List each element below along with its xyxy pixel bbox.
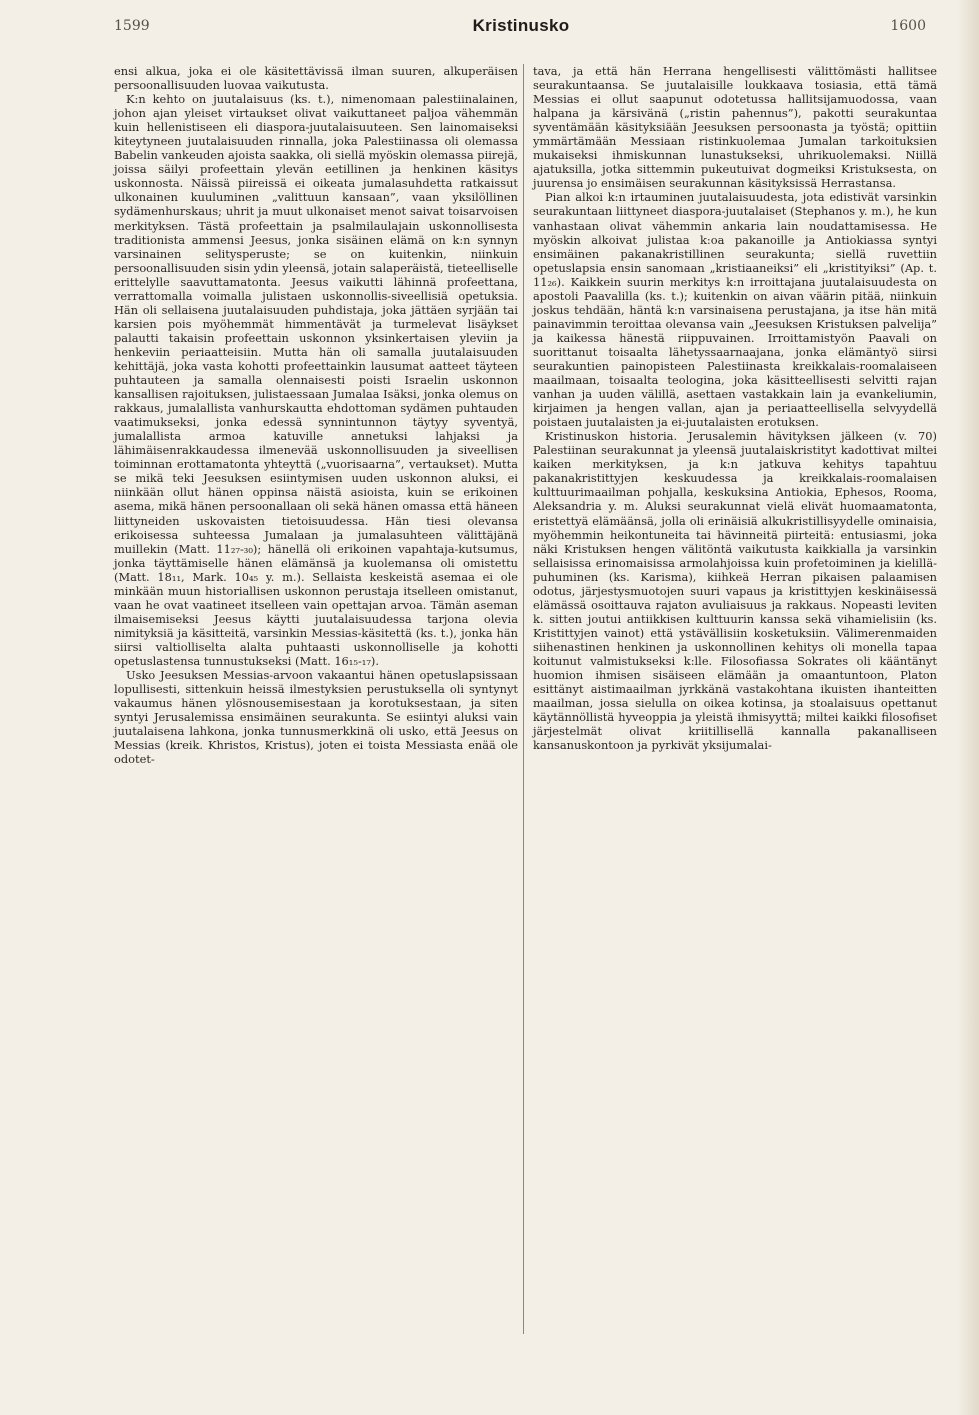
left-column [114, 64, 518, 766]
paragraph: Pian alkoi k:n irtauminen juutalaisuudesta, jota edistivät varsinkin seurakuntaan liittyneet diaspora-juutalaiset (Stephanos y. m.), he kun vanhastaan olivat vähemmin ankaria lain noudattamisessa. He myöskin alkoivat julistaa k:oa pakanoille ja Antiokiassa syntyi ensimäinen pakanakristillinen seurakunta; siellä ruvettiin opetuslapsia ensin sanomaan „kristiaaneiksi” eli „kristityiksi” (Ap. t. 11₂₆). Kaikkein suurin merkitys k:n irroittajana juutalaisuudesta on apostoli Paavalilla (ks. t.); kuitenkin on aivan väärin pitää, niinkuin joskus tehdään, häntä k:n varsinaisena perustajana, ja itse hän mitä painavimmin teroittaa olevansa vain „Jeesuksen Kristuksen palvelija” ja kaikessa hänestä riippuvainen. Irroittamistyön Paavali on suorittanut toisaalta lähetyssaarnaajana, jonka elämäntyö siirsi seurakuntien painopisteen Palestiinasta kreikkalais-roomalaiseen maailmaan, toisaalta teologina, joka käsitteellisesti selvitti rajan vanhan ja uuden välillä, asettaen vastakkain lain ja evankeliumin, kirjaimen ja hengen vallan, ajan ja periaatteellisella selvyydellä poistaen juutalaisten ja ei-juutalaisten erotuksen. [533, 190, 937, 430]
paragraph: ensi alkua, joka ei ole käsitettävissä ilman suuren, alkuperäisen persoonallisuuden luovaa vaikutusta. [114, 64, 518, 93]
page-number-right: 1600 [890, 18, 926, 34]
paragraph: tava, ja että hän Herrana hengellisesti välittömästi hallitsee seurakuntaansa. Se juutalaisille loukkaava tosiasia, että tämä Messias ei ollut saapunut odotetussa hallitsijamuodossa, vaan halpana ja kärsivänä („ristin pahennus”), pakotti seurakuntaa syventämään käsityksiään Jeesuksen persoonasta ja työstä; opittiin ymmärtämään Messiaan ristinkuolemaa Jumalan tarkoituksien mukaiseksi ihmiskunnan lunastukseksi, uhrikuolemaksi. Niillä ajatuksilla, jotka sittemmin pukeutuivat dogmeiksi Kristuksesta, on juurensa jo ensimäisen seurakunnan käsityksissä Herrastansa. [533, 64, 937, 191]
paragraph: K:n kehto on juutalaisuus (ks. t.), nimenomaan palestiinalainen, johon ajan yleiset virtaukset olivat vaikuttaneet paljoa vähemmän kuin hellenistiseen eli diaspora-juutalaisuuteen. Sen lainomaiseksi kiteytyneen juutalaisuuden rinnalla, joka Palestiinassa oli olemassa Babelin vankeuden ajoista saakka, oli siellä myöskin olemassa piirejä, joissa säilyi profeettain ylevän eetillinen ja henkinen käsitys uskonnosta. Näissä piireissä ei oikeata jumalasuhdetta ratkaissut ulkonainen kuuluminen „valittuun kansaan”, vaan yksilöllinen sydämenhurskaus; uhrit ja muut ulkonaiset menot saivat toisarvoisen merkityksen. Tästä profeettain ja psalmilaulajain uskonnollisesta traditionista ammensi Jeesus, jonka sisäinen elämä on k:n synnyn varsinainen selitysperuste; se on kuitenkin, niinkuin persoonallisuuden sisin ydin yleensä, jotain salaperäistä, tieteelliselle erittelylle saavuttamatonta. Jeesus vaikutti lähinnä profeettana, verrattomalla voimalla julistaen uskonnollis-siveellisiä opetuksia. Hän oli sellaisena juutalaisuuden puhdistaja, joka jättäen syrjään tai karsien pois myöhemmät himmentävät ja turmelevat lisäykset palautti takaisin profeettain uskonnon yksinkertaisen yleviin ja henkeviin periaatteisiin. Mutta hän oli samalla juutalaisuuden kehittäjä, joka vasta kohotti profeettainkin lausumat aatteet täyteen puhtauteen ja samalla olennaisesti poisti Israelin uskonnon kansallisen rajoituksen, julistaessaan Jumalaa Isäksi, jonka olemus on rakkaus, jumalallista vanhurskautta ehdottoman sydämen puhtauden vaatimukseksi, jonka edessä synnintunnon täytyy syventyä, jumalallista armoa katuville annetuksi lahjaksi ja lähimäisenrakkaudessa ilmenevää uskonnollisuuden ja siveellisen toiminnan erottamatonta yhteyttä („vuorisaarna”, vertaukset). Mutta se mikä teki Jeesuksen esiintymisen uuden uskonnon aluksi, ei niinkään ollut hänen oppinsa näistä asioista, kuin se erikoinen asema, mikä hänen persoonallaan oli sekä hänen omassa että häneen liittyneiden uskovaisten tietoisuudessa. Hän tiesi olevansa erikoisessa suhteessa Jumalaan ja jumalasuhteen välittäjänä muillekin (Matt. 11₂₇-₃₀); hänellä oli erikoinen vapahtaja-kutsumus, jonka täyttämiselle hänen elämänsä ja kuolemansa oli omistettu (Matt. 18₁₁, Mark. 10₄₅ y. m.). Sellaista keskeistä asemaa ei ole minkään muun historiallisen uskonnon perustaja itselleen omistanut, vaan he ovat vaatineet itselleen vain opettajan arvoa. Tämän aseman ilmaisemiseksi Jeesus käytti juutalaisuudessa tarjona olevia nimityksiä ja käsitteitä, varsinkin Messias-käsitettä (ks. t.), jonka hän siirsi valtiolliselta alalta puhtaasti uskonnolliselle ja kohotti opetuslastensa tunnustukseksi (Matt. 16₁₅-₁₇). [114, 92, 518, 668]
running-header [108, 18, 934, 44]
column-divider [523, 64, 524, 1334]
page-number-left: 1599 [114, 18, 150, 34]
right-column [533, 64, 937, 752]
paragraph: Kristinuskon historia. Jerusalemin hävityksen jälkeen (v. 70) Palestiinan seurakunnat ja yleensä juutalaiskristityt kadottivat miltei kaiken merkityksen, ja k:n jatkuva kehitys tapahtuu pakanakristittyjen keskuudessa ja kreikkalais-roomalaisen kulttuurimaailman pohjalla, keskuksina Antiokia, Ephesos, Rooma, Aleksandria y. m. Aluksi seurakunnat vielä elivät huomaamatonta, eristettyä elämäänsä, jolla oli erinäisiä alkukristillisyydelle ominaisia, myöhemmin heikontuneita tai hävinneitä piirteitä: entusiasmi, joka näki Kristuksen hengen välitöntä vaikutusta kaikkialla ja varsinkin sellaisissa erinomaisissa armolahjoissa kuin profetoiminen ja kielillä-puhuminen (ks. Karisma), kiihkeä Herran pikaisen palaamisen odotus, järjestysmuotojen suuri vapaus ja kristittyjen keskinäisessä elämässä osoittauva rajaton avuliaisuus ja rakkaus. Nopeasti leviten k. sitten joutui antiikkisen kulttuurin kanssa sekä vihamielisiin (ks. Kristittyjen vainot) että ystävällisiin kosketuksiin. Välimerenmaiden siihenastinen henkinen ja uskonnollinen kehitys oli monella tapaa koitunut valmistukseksi k:lle. Filosofiassa Sokrates oli kääntänyt huomion ihmisen sisäiseen elämään ja omaantuntoon, Platon esittänyt aistimaailman jyrkkänä vastakohtana ikuisten ihanteitten maailman, jossa sielulla on oikea kotinsa, ja stoalaisuus opettanut käytännöllistä hyveoppia ja yleistä ihmisyyttä; miltei kaikki filosofiset järjestelmät olivat kriitillisellä kannalla pakanalliseen kansanuskontoon ja pyrkivät yksijumalai- [533, 429, 937, 753]
page-title: Kristinusko [472, 16, 570, 35]
page-edge-shadow [957, 0, 979, 1415]
paragraph: Usko Jeesuksen Messias-arvoon vakaantui hänen opetuslapsissaan lopullisesti, sittenkuin heissä ilmestyksien perustuksella oli syntynyt vakaumus hänen ylösnousemisestaan ja korotuksestaan, ja siten syntyi Jerusalemissa ensimäinen seurakunta. Se esiintyi aluksi vain juutalaisena lahkona, jonka tunnusmerkkinä oli usko, että Jeesus on Messias (kreik. Khristos, Kristus), joten ei toista Messiasta enää ole odotet- [114, 668, 518, 767]
